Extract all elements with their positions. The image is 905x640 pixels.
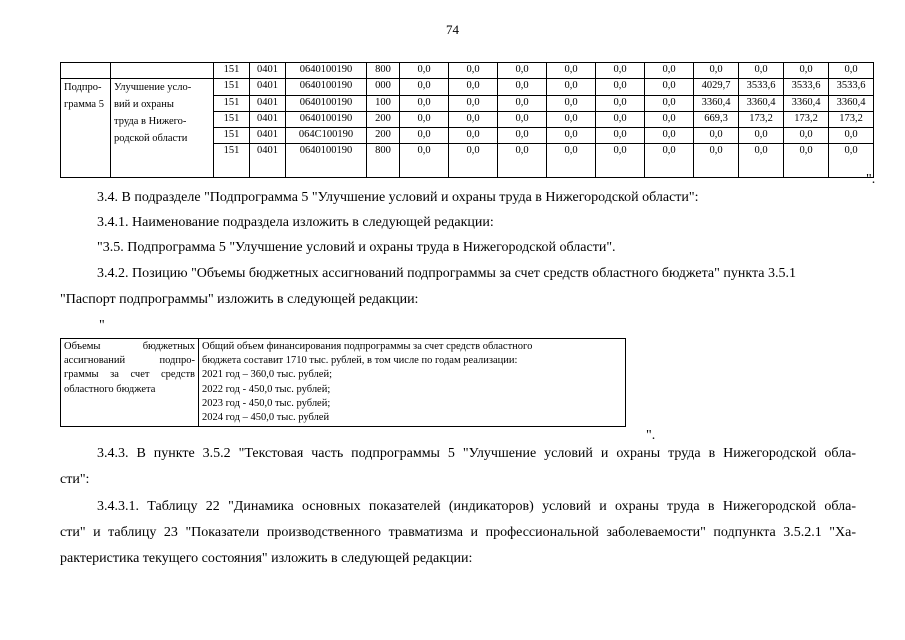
empty-cell [61,63,111,79]
program-label-line: Подпро- [64,82,102,94]
table-cell: 000 [367,79,400,95]
page-number: 74 [446,22,459,37]
table-cell: 0,0 [596,79,645,95]
table-cell: 0,0 [400,128,449,144]
table-cell: 0,0 [694,63,739,79]
program-name-line: вий и охраны [114,99,174,111]
table-cell: 800 [367,63,400,79]
table-cell: 0,0 [449,128,498,144]
table-cell: 0,0 [694,144,739,178]
passport-content-cell [199,339,626,427]
paragraph-3-4-1: 3.4.1. Наименование подраздела изложить в следующей редакции: [97,215,494,230]
table-cell: 0,0 [829,128,874,144]
closing-quote-2: ". [646,428,656,443]
table-cell: 0,0 [596,63,645,79]
table-cell: 3533,6 [784,79,829,95]
table-cell: 0,0 [784,128,829,144]
table-cell: 151 [214,144,250,178]
table-cell: 0,0 [645,144,694,178]
table-cell: 0,0 [547,128,596,144]
table-cell: 0,0 [739,128,784,144]
passport-content-line: 2024 год – 450,0 тыс. рублей [202,412,330,424]
table-cell: 0,0 [547,95,596,111]
table-cell: 151 [214,95,250,111]
table-cell: 0,0 [784,63,829,79]
empty-cell [111,63,214,79]
table-cell: 0,0 [449,111,498,127]
table-cell: 173,2 [739,111,784,127]
table-cell: 0,0 [645,79,694,95]
table-cell: 0,0 [449,79,498,95]
paragraph-3-4-3-1-line1: 3.4.3.1. Таблицу 22 "Динамика основных показателей (индикаторов) условий и охраны труда в Нижегородской обла- [97,499,856,514]
passport-content-line: 2022 год - 450,0 тыс. рублей; [202,383,331,395]
opening-quote: " [99,318,105,333]
paragraph-3-4-3-1-line3: рактеристика текущего состояния" изложить в следующей редакции: [60,551,473,566]
table-cell: 0,0 [645,111,694,127]
table-cell: 0401 [250,79,286,95]
table-cell: 3533,6 [739,79,784,95]
table-cell: 3533,6 [829,79,874,95]
table-cell: 200 [367,111,400,127]
table-cell: 100 [367,95,400,111]
table-cell: 0640100190 [286,111,367,127]
table-cell: 0,0 [498,79,547,95]
table-cell: 0,0 [498,95,547,111]
table-cell: 0640100190 [286,144,367,178]
paragraph-3-4-3-line1: 3.4.3. В пункте 3.5.2 "Текстовая часть подпрограммы 5 "Улучшение условий и охраны труда в Нижегородской обла- [97,446,856,461]
table-cell: 4029,7 [694,79,739,95]
paragraph-3-4-2-line1: 3.4.2. Позицию "Объемы бюджетных ассигнований подпрограммы за счет средств областного бюджета" пункта 3.5.1 [97,266,796,281]
table-cell: 151 [214,79,250,95]
paragraph-3-5-title: "3.5. Подпрограмма 5 "Улучшение условий и охраны труда в Нижегородской области". [97,240,616,255]
table-cell: 0640100190 [286,95,367,111]
program-label-line: грамма 5 [64,99,104,111]
passport-label-line: Объемы бюджетных [64,341,195,352]
table-cell: 0,0 [645,63,694,79]
table-cell: 151 [214,111,250,127]
table-cell: 064C100190 [286,128,367,144]
table-cell: 0,0 [829,144,874,178]
passport-content-line: Общий объем финансирования подпрограммы за счет средств областного [202,341,533,352]
passport-content-line: бюджета составит 1710 тыс. рублей, в том числе по годам реализации: [202,355,518,367]
table-cell: 0,0 [498,111,547,127]
table-cell: 0,0 [547,63,596,79]
table-cell: 3360,4 [694,95,739,111]
table-cell: 0,0 [449,63,498,79]
closing-quote: ". [866,172,876,187]
table-cell: 0,0 [596,95,645,111]
table-cell: 0,0 [498,128,547,144]
table-cell: 0,0 [739,63,784,79]
table-cell: 0401 [250,111,286,127]
table-cell: 0,0 [739,144,784,178]
paragraph-3-4: 3.4. В подразделе "Подпрограмма 5 "Улучшение условий и охраны труда в Нижегородской области": [97,190,699,205]
table-cell: 0,0 [596,111,645,127]
table-cell: 0640100190 [286,79,367,95]
table-cell: 0,0 [400,95,449,111]
passport-content-line: 2023 год - 450,0 тыс. рублей; [202,397,331,409]
program-name-cell [111,79,214,178]
table-cell: 0640100190 [286,63,367,79]
table-cell: 0,0 [694,128,739,144]
table-cell: 173,2 [784,111,829,127]
passport-content-line: 2021 год – 360,0 тыс. рублей; [202,369,333,381]
table-cell: 0,0 [449,144,498,178]
program-cell [61,79,111,178]
program-name-line: труда в Нижего- [114,116,187,128]
table-cell: 0,0 [596,144,645,178]
table-row [61,79,874,95]
table-cell: 151 [214,63,250,79]
table-cell: 0401 [250,144,286,178]
passport-label-cell [61,339,199,427]
table-cell: 0,0 [547,79,596,95]
table-cell: 0,0 [400,79,449,95]
program-name-line: Улучшение усло- [114,82,192,94]
table-cell: 3360,4 [784,95,829,111]
table-cell: 0401 [250,95,286,111]
table-cell: 0,0 [547,144,596,178]
table-cell: 151 [214,128,250,144]
table-cell: 0,0 [784,144,829,178]
table-cell: 0401 [250,128,286,144]
passport-label-line: граммы за счет средств [64,369,195,381]
table-cell: 0,0 [400,144,449,178]
paragraph-3-4-3-line2: сти": [60,472,90,487]
table-cell: 0,0 [498,144,547,178]
table-cell: 0,0 [400,63,449,79]
table-cell: 0,0 [449,95,498,111]
table-cell: 0,0 [596,128,645,144]
table-cell: 669,3 [694,111,739,127]
passport-table [60,338,626,427]
passport-label-line: областного бюджета [64,383,156,395]
passport-label-line: ассигнований подпро- [64,355,195,367]
table-cell: 0401 [250,63,286,79]
budget-table [60,62,874,178]
table-cell: 0,0 [829,63,874,79]
table-cell: 3360,4 [829,95,874,111]
table-cell: 3360,4 [739,95,784,111]
table-cell: 800 [367,144,400,178]
paragraph-3-4-2-line2: "Паспорт подпрограммы" изложить в следующей редакции: [60,292,419,307]
table-cell: 0,0 [498,63,547,79]
paragraph-3-4-3-1-line2: сти" и таблицу 23 "Показатели производственного травматизма и профессиональной заболеваемости" подпункта 3.5.2.1 "Ха- [60,525,856,540]
table-cell: 200 [367,128,400,144]
table-cell: 173,2 [829,111,874,127]
table-row [61,63,874,79]
table-cell: 0,0 [547,111,596,127]
table-cell: 0,0 [400,111,449,127]
table-cell: 0,0 [645,95,694,111]
table-cell: 0,0 [645,128,694,144]
program-name-line: родской области [114,133,188,145]
